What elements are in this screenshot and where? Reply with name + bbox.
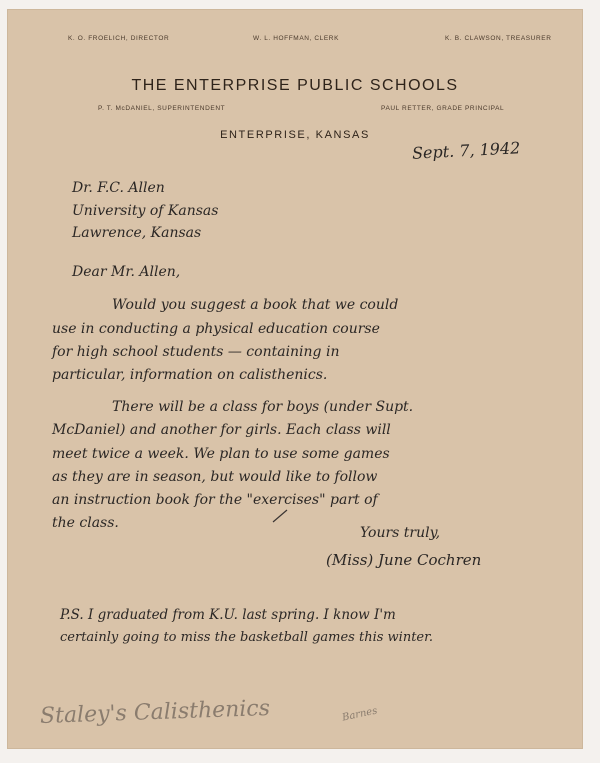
pen-stroke-mark — [270, 506, 290, 526]
body-line: meet twice a week. We plan to use some games — [52, 446, 390, 462]
signature: (Miss) June Cochren — [326, 551, 482, 569]
letterhead-superintendent: P. T. McDANIEL, SUPERINTENDENT — [98, 105, 226, 112]
letterhead-director: K. O. FROELICH, DIRECTOR — [68, 35, 170, 42]
letter-page — [8, 10, 582, 748]
body-line: an instruction book for the "exercises" part of — [52, 492, 378, 508]
body-line: particular, information on calisthenics. — [52, 367, 328, 383]
postscript-line: certainly going to miss the basketball games this winter. — [60, 630, 434, 645]
closing: Yours truly, — [360, 525, 441, 541]
pencil-annotation-small: Barnes — [341, 705, 379, 724]
letterhead-town: ENTERPRISE, KANSAS — [220, 129, 370, 141]
letter-date: Sept. 7, 1942 — [411, 138, 521, 163]
body-line: Would you suggest a book that we could — [112, 297, 399, 313]
letterhead-title: THE ENTERPRISE PUBLIC SCHOOLS — [131, 77, 459, 94]
salutation: Dear Mr. Allen, — [72, 264, 181, 280]
body-line: use in conducting a physical education course — [52, 321, 380, 337]
body-line: for high school students — containing in — [52, 344, 340, 360]
postscript-line: P.S. I graduated from K.U. last spring. I know I'm — [60, 607, 396, 623]
body-line: as they are in season, but would like to follow — [52, 469, 378, 485]
body-line: There will be a class for boys (under Supt. — [112, 399, 414, 415]
address-line: Lawrence, Kansas — [72, 225, 202, 241]
letterhead-treasurer: K. B. CLAWSON, TREASURER — [445, 35, 552, 42]
address-line: University of Kansas — [72, 203, 219, 219]
body-line: McDaniel) and another for girls. Each class will — [52, 422, 391, 438]
letterhead-clerk: W. L. HOFFMAN, CLERK — [253, 35, 340, 42]
body-line: the class. — [52, 515, 119, 531]
address-line: Dr. F.C. Allen — [72, 180, 165, 196]
letterhead-principal: PAUL RETTER, GRADE PRINCIPAL — [381, 105, 505, 112]
pencil-annotation: Staley's Calisthenics — [39, 695, 271, 730]
